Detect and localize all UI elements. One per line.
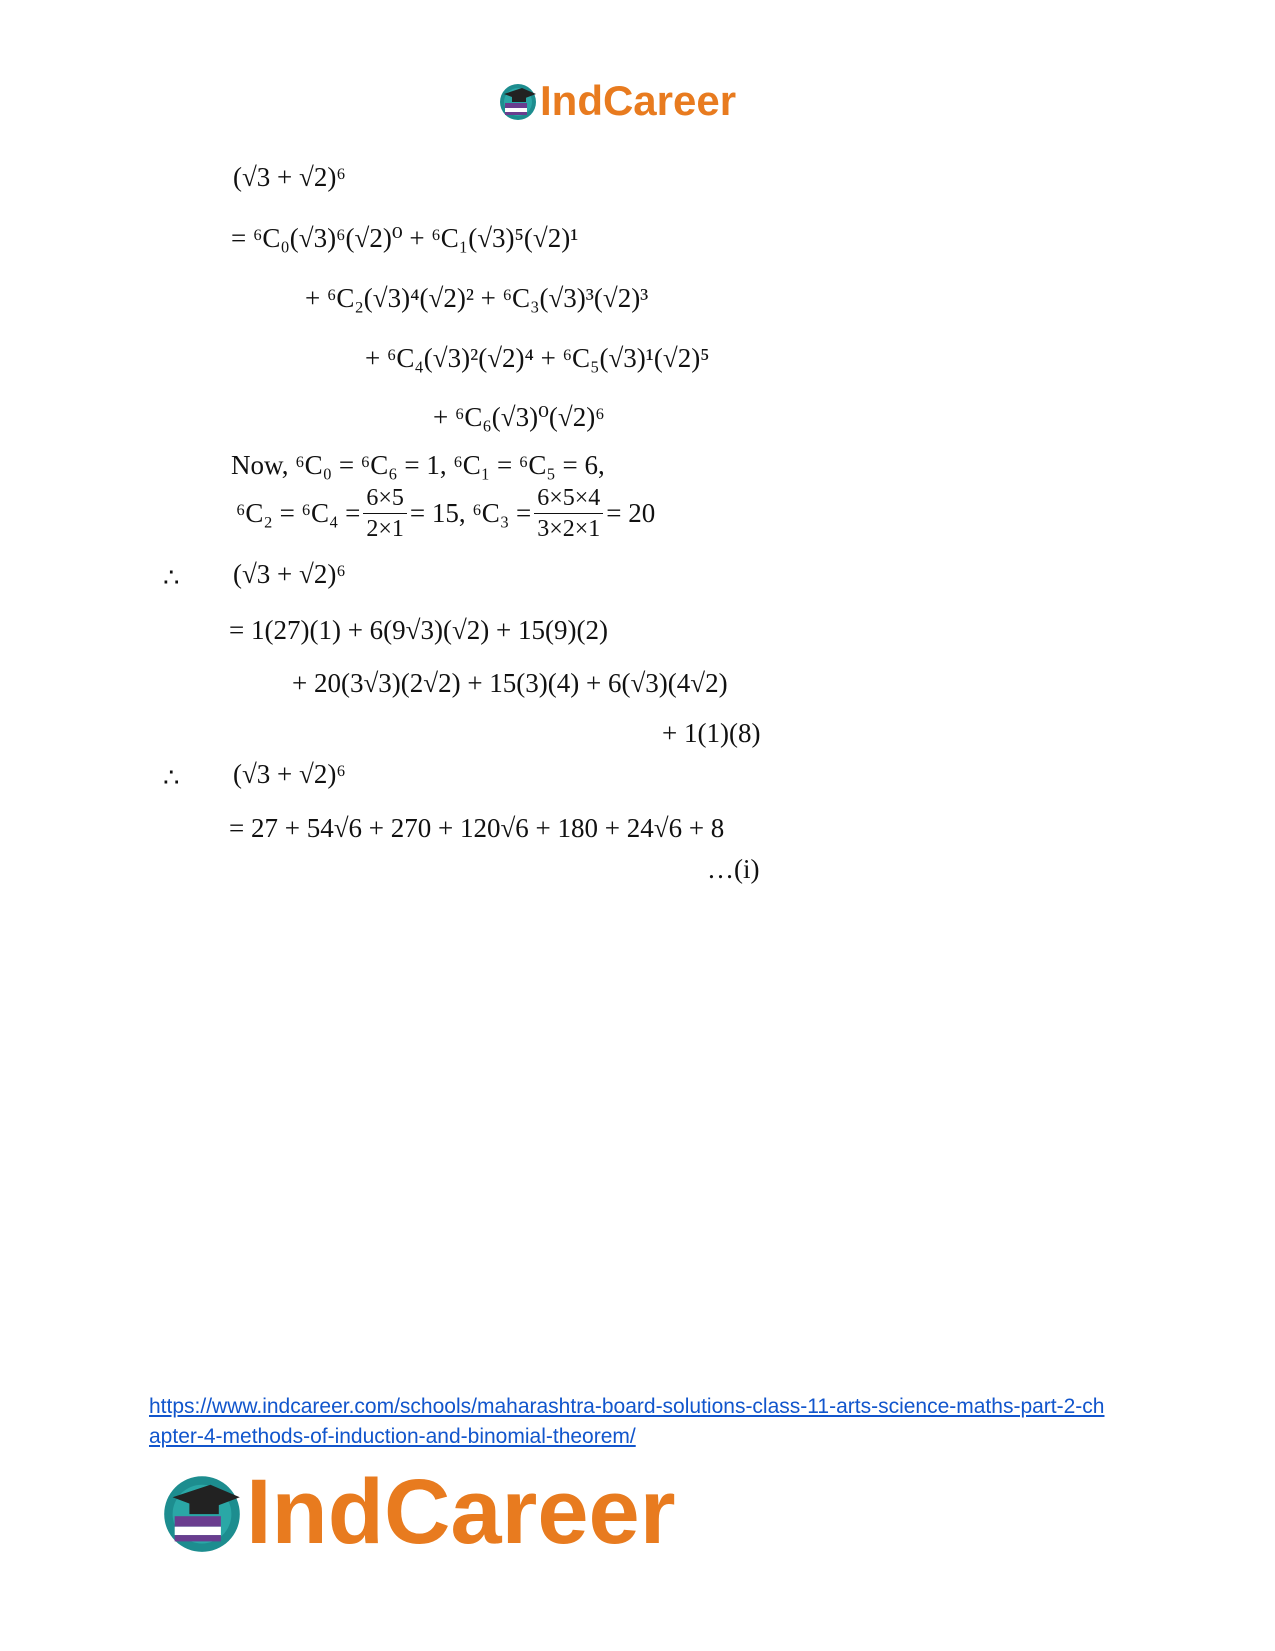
therefore-symbol: ∴ [163,763,180,792]
footer-logo [160,1461,676,1563]
equation-number: …(i) [707,854,760,884]
fraction [534,486,603,541]
brand-wordmark: IndCareer [540,77,737,124]
graduation-book-icon [498,81,538,121]
equation-line: (√3 + √2)⁶ [233,759,346,789]
fraction-denominator: 3×2×1 [537,516,601,542]
equation-segment: ⁶C₂ = ⁶C₄ = [236,498,361,528]
graduation-book-icon [160,1470,244,1554]
equation-line: + ⁶C₆(√3)⁰(√2)⁶ [433,402,605,432]
equation-line: = ⁶C₀(√3)⁶(√2)⁰ + ⁶C₁(√3)⁵(√2)¹ [231,223,579,253]
therefore-symbol: ∴ [163,563,180,592]
equation-line-fractions [236,486,655,541]
equation-line: (√3 + √2)⁶ [233,559,346,589]
equation-line: + ⁶C₄(√3)²(√2)⁴ + ⁶C₅(√3)¹(√2)⁵ [365,343,710,373]
equation-line: + ⁶C₂(√3)⁴(√2)² + ⁶C₃(√3)³(√2)³ [305,283,649,313]
brand-wordmark: IndCareer [246,1461,676,1563]
equation-line: = 1(27)(1) + 6(9√3)(√2) + 15(9)(2) [229,615,608,645]
equation-line: + 1(1)(8) [662,718,761,748]
equation-line: = 27 + 54√6 + 270 + 120√6 + 180 + 24√6 + 8 [229,813,725,843]
fraction-numerator: 6×5 [363,486,407,514]
equation-segment: = 15, ⁶C₃ = [409,498,532,528]
equation-line: (√3 + √2)⁶ [233,162,346,192]
header-logo [498,77,737,124]
equation-segment: = 20 [606,498,656,528]
fraction-denominator: 2×1 [366,516,404,542]
equation-line: Now, ⁶C₀ = ⁶C₆ = 1, ⁶C₁ = ⁶C₅ = 6, [231,450,605,480]
equation-line: + 20(3√3)(2√2) + 15(3)(4) + 6(√3)(4√2) [292,668,728,698]
fraction [363,486,407,541]
source-link[interactable]: https://www.indcareer.com/schools/maharashtra-board-solutions-class-11-arts-science-maths-part-2-chapter-4-methods-of-induction-and-binomial-theorem/ [149,1395,1105,1448]
fraction-numerator: 6×5×4 [534,486,603,514]
